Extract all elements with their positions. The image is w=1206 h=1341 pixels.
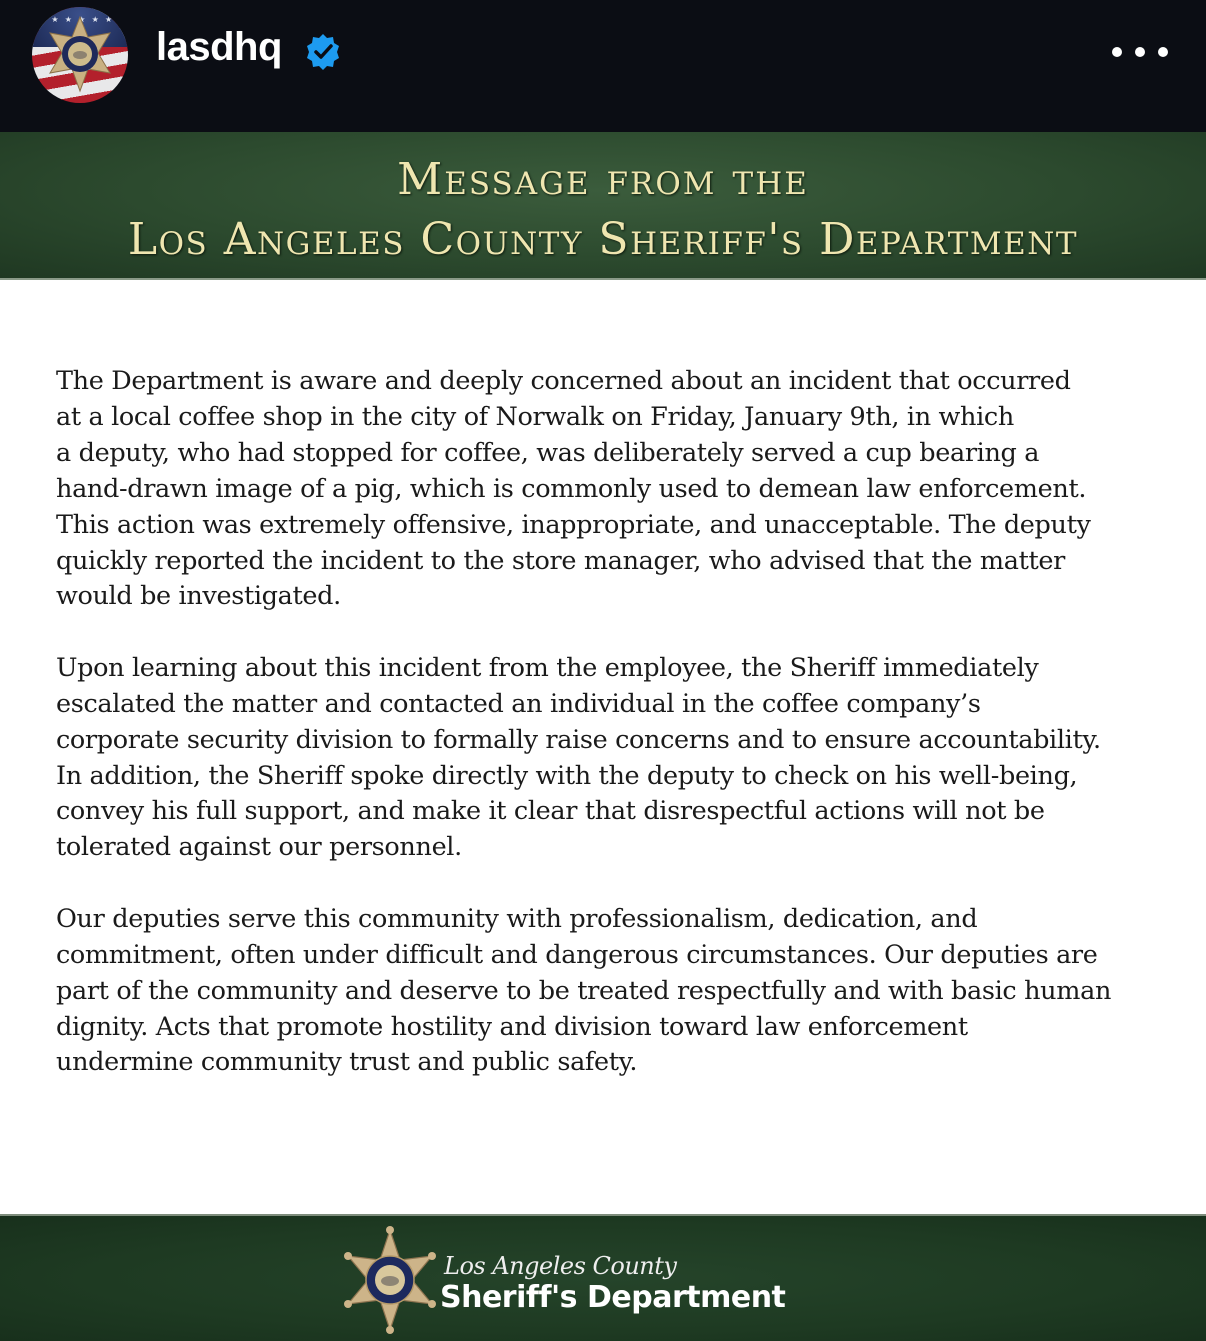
text-line: quickly reported the incident to the store manager, who advised that the matter [56,545,1065,576]
message-header-banner [0,132,1206,280]
profile-username[interactable]: lasdhq [156,25,282,69]
text-line: The Department is aware and deeply concerned about an incident that occurred [56,366,1071,396]
text-line: corporate security division to formally raise concerns and to ensure accountability. [56,724,1101,755]
footer-county-text: Los Angeles County [444,1252,677,1280]
text-line: In addition, the Sheriff spoke directly with the deputy to check on his well-being, [56,760,1078,791]
sheriff-badge-icon [32,7,128,103]
banner-title-line-2: Los Angeles County Sheriff's Department [127,214,1079,265]
text-line: escalated the matter and contacted an individual in the coffee company’s [56,688,981,719]
text-line: a deputy, who had stopped for coffee, was deliberately served a cup bearing a [56,437,1040,468]
footer-logo-banner [0,1214,1206,1341]
statement-paragraph [56,651,1176,866]
more-dot-icon [1112,47,1122,57]
post-header-bar [0,0,1206,132]
text-line: convey his full support, and make it clear that disrespectful actions will not be [56,796,1045,827]
more-options-button[interactable] [1112,42,1168,62]
text-line: part of the community and deserve to be treated respectfully and with basic human [56,975,1112,1006]
text-line: dignity. Acts that promote hostility and division toward law enforcement [56,1011,968,1042]
statement-paragraph [56,364,1176,615]
verified-badge-icon [303,32,343,72]
post-image [0,132,1206,1339]
text-line: would be investigated. [56,581,341,612]
text-line: This action was extremely offensive, inappropriate, and unacceptable. The deputy [56,509,1091,540]
text-line: commitment, often under difficult and dangerous circumstances. Our deputies are [56,939,1098,970]
text-line: tolerated against our personnel. [56,832,462,863]
statement-body [56,364,1176,1117]
statement-paragraph [56,902,1176,1082]
banner-title-line-1: Message from the [397,154,809,205]
text-line: hand-drawn image of a pig, which is commonly used to demean law enforcement. [56,473,1087,504]
profile-avatar[interactable] [32,7,128,103]
more-dot-icon [1135,47,1145,57]
sheriff-star-badge-icon [340,1226,440,1334]
text-line: Upon learning about this incident from the employee, the Sheriff immediately [56,652,1039,683]
text-line: Our deputies serve this community with professionalism, dedication, and [56,903,978,934]
text-line: at a local coffee shop in the city of Norwalk on Friday, January 9th, in which [56,401,1014,432]
text-line: undermine community trust and public safety. [56,1047,638,1078]
more-dot-icon [1158,47,1168,57]
footer-department-text: Sheriff's Department [440,1280,786,1315]
